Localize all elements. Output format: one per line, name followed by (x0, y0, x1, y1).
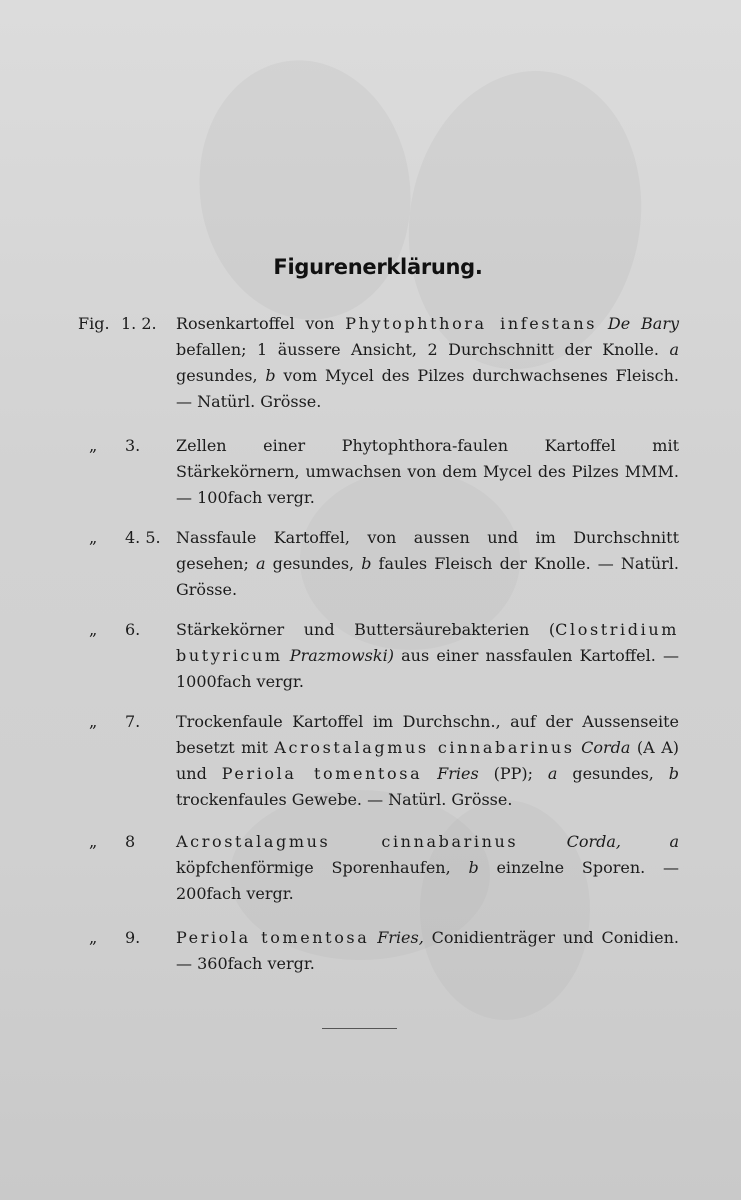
description-text: Zellen einer Phytophthora-faulen Kartoffel mit Stärkekörnern, umwachsen von dem Mycel des Pilzes MMM. — 100fach vergr. (176, 436, 679, 507)
figure-description (176, 617, 679, 695)
italic-text: a (255, 554, 266, 573)
figure-label-prefix: „ (89, 436, 98, 455)
figure-label-number: 4. 5. (125, 528, 161, 547)
figure-description (176, 311, 679, 415)
figure-label-number: 7. (125, 712, 141, 731)
description-text: köpfchenförmige Sporenhaufen, (176, 858, 469, 877)
description-text: Nassfaule Kartoffel, von aussen und im Durchschnitt gesehen; (176, 528, 679, 573)
italic-text: a (547, 764, 558, 783)
show-through-shape (183, 47, 427, 334)
figure-description (176, 829, 679, 907)
description-text (283, 646, 290, 665)
description-text: einzelne Sporen. — 200fach vergr. (176, 858, 680, 903)
italic-text: Corda, (566, 832, 622, 851)
figure-description (176, 433, 679, 511)
figure-label-number: 9. (125, 928, 141, 947)
italic-text: Corda (581, 738, 631, 757)
species-name: Clostridium butyricum (176, 620, 679, 665)
figure-label-number: 3. (125, 436, 141, 455)
description-text: gesundes, (557, 764, 669, 783)
figure-label-prefix: „ (89, 712, 98, 731)
species-name: Acrostalagmus cinnabarinus (176, 832, 519, 851)
description-text: vom Mycel des Pilzes durchwachsenes Fleisch. — Natürl. Grösse. (176, 366, 679, 411)
description-text: faules Fleisch der Knolle. — Natürl. Grösse. (176, 554, 679, 599)
description-text: gesundes, (265, 554, 362, 573)
italic-text: a (669, 832, 679, 851)
figure-label-prefix: „ (89, 620, 98, 639)
figure-label-prefix: „ (89, 832, 98, 851)
italic-text: Prazmowski) (289, 646, 394, 665)
description-text: (PP); (478, 764, 548, 783)
description-text: Rosenkartoffel von (176, 314, 346, 333)
description-text (422, 764, 437, 783)
figure-label (78, 311, 174, 337)
page-title: Figurenerklärung. (273, 255, 483, 279)
italic-text: a (669, 340, 679, 359)
description-text (621, 832, 669, 851)
figure-description (176, 925, 679, 977)
description-text: gesundes, (176, 366, 266, 385)
figure-label-number: 6. (125, 620, 141, 639)
description-text: befallen; 1 äussere Ansicht, 2 Durchschnitt der Knolle. (176, 340, 670, 359)
description-text: (A A) und (176, 738, 680, 783)
figure-description (176, 709, 679, 813)
italic-text: Fries, (377, 928, 424, 947)
italic-text: b (361, 554, 372, 573)
description-text: trockenfaules Gewebe. — Natürl. Grösse. (176, 790, 513, 809)
italic-text: b (468, 858, 479, 877)
italic-text: b (265, 366, 276, 385)
figure-label-number: 1. 2. (121, 314, 157, 333)
description-text: Stärkekörner und Buttersäurebakterien ( (176, 620, 556, 639)
description-text: Conidienträger und Conidien. — 360fach vergr. (176, 928, 679, 973)
figure-description (176, 525, 679, 603)
description-text: aus einer nassfaulen Kartoffel. — 1000fach vergr. (176, 646, 679, 691)
species-name: Phytophthora infestans (345, 314, 598, 333)
description-text: Trockenfaule Kartoffel im Durchschn., auf der Aussenseite besetzt mit (176, 712, 679, 757)
italic-text: Fries (437, 764, 479, 783)
description-text (597, 314, 608, 333)
description-text (518, 832, 566, 851)
closing-rule (322, 1028, 397, 1029)
figure-label-prefix: „ (89, 528, 98, 547)
species-name: Periola tomentosa (221, 764, 423, 783)
figure-label-prefix: „ (89, 928, 98, 947)
species-name: Acrostalagmus cinnabarinus (274, 738, 575, 757)
figure-label-number: 8 (125, 832, 136, 851)
figure-label-prefix: Fig. (78, 314, 110, 333)
species-name: Periola tomentosa (176, 928, 370, 947)
italic-text: De Bary (607, 314, 680, 333)
italic-text: b (668, 764, 680, 783)
